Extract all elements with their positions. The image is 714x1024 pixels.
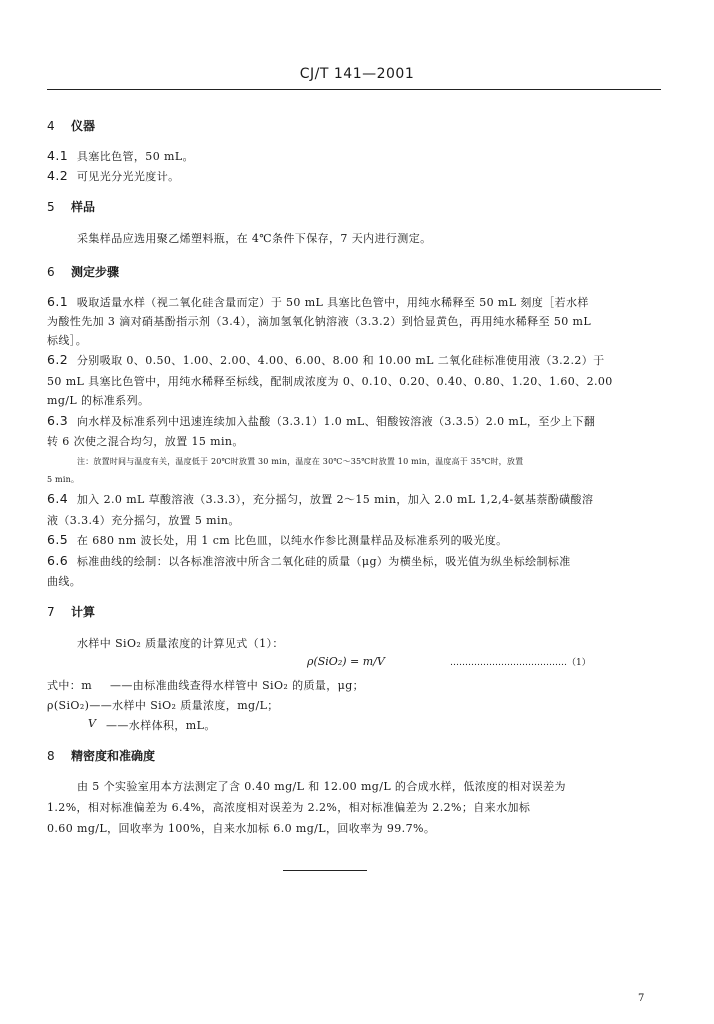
clause-6-2-line-2: 50 mL 具塞比色管中，用纯水稀释至标线，配制成浓度为 0、0.10、0.20、0.40、0.80、1.20、1.60、2.00 [47,375,613,388]
clause-6-2 [47,352,605,368]
section-4-heading [47,117,95,134]
clause-text: 分别吸取 0、0.50、1.00、2.00、4.00、6.00、8.00 和 10.00 mL 二氧化硅标准使用液（3.2.2）于 [76,354,605,367]
note-line-2: 5 min。 [47,475,80,484]
clause-number: 6.5 [47,532,69,547]
clause-text: 吸取适量水样（视二氧化硅含量而定）于 50 mL 具塞比色管中，用纯水稀释至 50 mL 刻度［若水样 [76,296,589,309]
where-m-symbol: 式中：m [47,679,93,692]
clause-number: 6.2 [47,352,69,367]
clause-number: 6.4 [47,491,69,506]
clause-text: 具塞比色管，50 mL。 [76,150,194,163]
clause-6-2-line-3: mg/L 的标准系列。 [47,394,150,407]
clause-6-4 [47,491,593,507]
end-of-text-rule [283,870,367,871]
clause-4-2 [47,168,180,184]
clause-text: 标准曲线的绘制：以各标准溶液中所含二氧化硅的质量（μg）为横坐标，吸光值为纵坐标绘制标准 [76,555,571,568]
section-title: 精密度和准确度 [71,749,156,763]
where-rho-definition: ρ(SiO₂)——水样中 SiO₂ 质量浓度，mg/L； [47,699,279,712]
note-line-1: 注：放置时间与温度有关，温度低于 20℃时放置 30 min，温度在 30℃～35℃时放置 10 min，温度高于 35℃时，放置 [77,457,524,466]
clause-6-6 [47,553,571,569]
where-v-symbol: V [88,717,97,730]
precision-line-1: 由 5 个实验室用本方法测定了含 0.40 mg/L 和 12.00 mg/L 的合成水样，低浓度的相对误差为 [77,780,566,793]
precision-line-2: 1.2%，相对标准偏差为 6.4%，高浓度相对误差为 2.2%，相对标准偏差为 2.2%；自来水加标 [47,801,531,814]
clause-4-1 [47,148,194,164]
clause-6-3 [47,413,595,429]
section-number: 4 [47,119,55,133]
header-rule [47,89,661,90]
clause-number: 6.1 [47,294,69,309]
clause-6-1-line-2: 为酸性先加 3 滴对硝基酚指示剂（3.4），滴加氢氧化钠溶液（3.3.2）到恰显黄色，再用纯水稀释至 50 mL [47,315,592,328]
clause-6-3-line-2: 转 6 次使之混合均匀，放置 15 min。 [47,435,244,448]
section-title: 仪器 [71,119,96,133]
formula: ρ(SiO₂) = m/V [307,655,385,668]
section-5-heading [47,198,95,215]
clause-6-1 [47,294,589,310]
clause-text: 在 680 nm 波长处，用 1 cm 比色皿，以纯水作参比测量样品及标准系列的吸光度。 [76,534,508,547]
clause-text: 可见光分光光度计。 [76,170,180,183]
section-number: 7 [47,605,55,619]
clause-6-6-line-2: 曲线。 [47,575,82,588]
page-number: 7 [638,993,645,1004]
clause-text: 向水样及标准系列中迅速连续加入盐酸（3.3.1）1.0 mL、钼酸铵溶液（3.3.5）2.0 mL，至少上下翻 [76,415,596,428]
section-title: 样品 [71,200,96,214]
section-6-heading [47,263,119,280]
precision-line-3: 0.60 mg/L，回收率为 100%，自来水加标 6.0 mg/L，回收率为 99.7%。 [47,822,436,835]
where-v-definition: ——水样体积，mL。 [106,719,216,732]
clause-text: 加入 2.0 mL 草酸溶液（3.3.3），充分摇匀，放置 2～15 min，加入 2.0 mL 1,2,4-氨基萘酚磺酸溶 [76,493,594,506]
clause-6-4-line-2: 液（3.3.4）充分摇匀，放置 5 min。 [47,514,240,527]
clause-number: 4.1 [47,148,69,163]
section-title: 测定步骤 [71,265,120,279]
section-7-heading [47,603,95,620]
section-8-heading [47,747,155,764]
where-m-definition: ——由标准曲线查得水样管中 SiO₂ 的质量，μg； [110,679,365,692]
clause-6-1-line-3: 标线］。 [47,334,88,347]
clause-number: 6.3 [47,413,69,428]
clause-6-5 [47,532,508,548]
clause-number: 4.2 [47,168,69,183]
calculation-intro: 水样中 SiO₂ 质量浓度的计算见式（1）： [77,637,284,650]
section-number: 5 [47,200,55,214]
section-number: 8 [47,749,55,763]
clause-number: 6.6 [47,553,69,568]
standard-code-header: CJ/T 141—2001 [299,66,415,82]
section-title: 计算 [71,605,96,619]
equation-number: …………………………………（1） [450,658,591,668]
section-number: 6 [47,265,55,279]
section-5-paragraph: 采集样品应选用聚乙烯塑料瓶，在 4℃条件下保存，7 天内进行测定。 [77,232,432,245]
